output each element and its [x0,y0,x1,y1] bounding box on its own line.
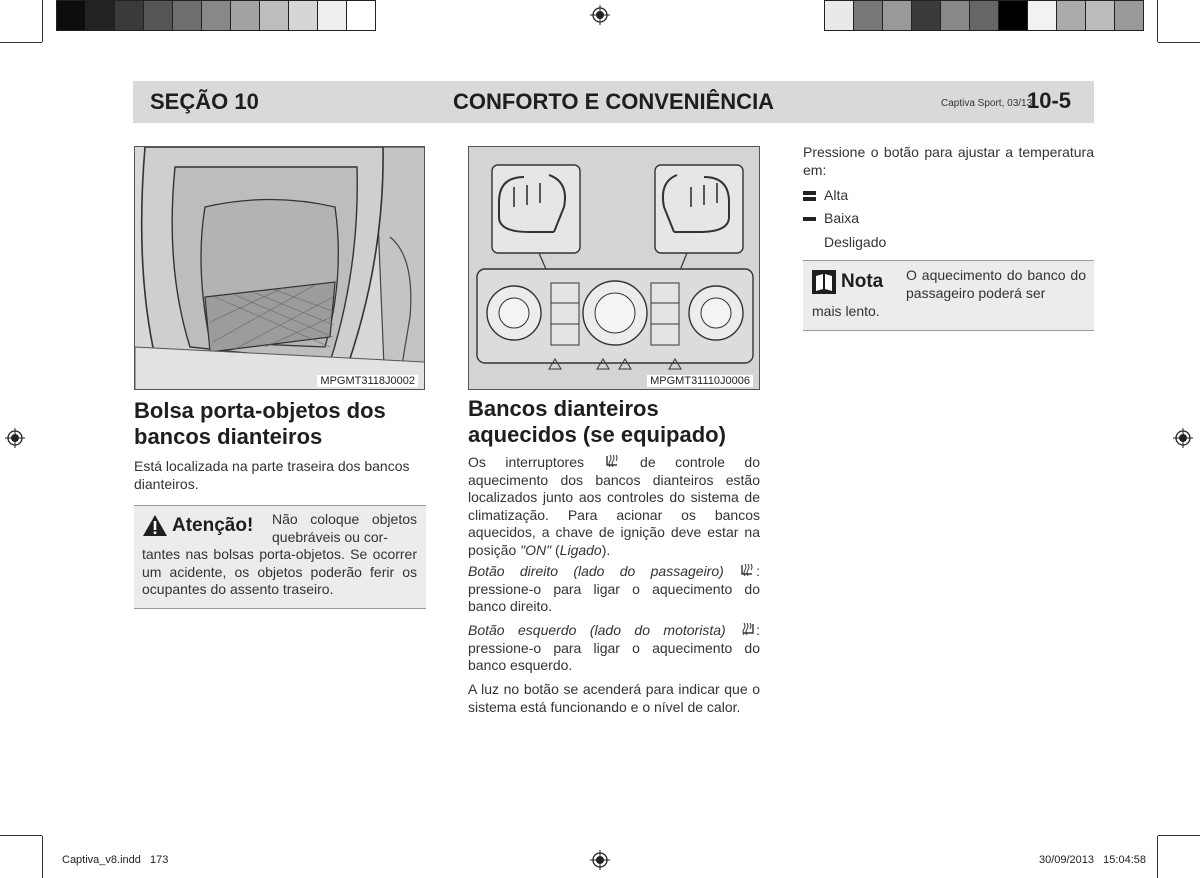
right-button-paragraph: Botão direito (lado do passageiro) : pressione-o para ligar o aquecimento do banco direito. [468,563,760,614]
swatch [999,1,1028,30]
level-label: Alta [824,186,849,203]
swatch [57,1,86,30]
text-run: pressione-o para ligar o aquecimento do banco direito. [468,580,760,614]
section-number: SEÇÃO 10 [150,89,259,114]
note-text-rest: mais lento. [812,303,880,319]
footer-filename: Captiva_v8.indd 173 [62,854,169,866]
text-run: "ON" [520,541,552,558]
left-button-paragraph: Botão esquerdo (lado do motorista) : pressione-o para ligar o aquecimento do banco esquerdo. [468,622,761,673]
swatch [173,1,202,30]
text-run: pressione-o para ligar o aquecimento do banco esquerdo. [468,639,760,673]
crop-mark [42,0,43,42]
swatch [1115,1,1143,30]
registration-mark-icon [590,5,610,25]
seatback-pocket-description: Está localizada na parte traseira dos bancos dianteiros. [134,458,410,492]
heated-seat-controls-figure [468,146,760,390]
note-title: Nota [841,271,884,292]
indicator-light-paragraph: A luz no botão se acenderá para indicar que o sistema está funcionando e o nível de calor. [468,681,760,715]
section-title: CONFORTO E CONVENIÊNCIA [453,89,775,114]
warning-title: Atenção! [172,514,254,536]
divider [803,330,1094,331]
warning-text-rest: tantes nas bolsas porta-objetos. Se ocorrer um acidente, os objetos poderão ferir os ocupantes do assento traseiro. [142,546,417,597]
warning-triangle-icon [142,514,168,537]
level-off [803,231,886,255]
figure-caption: MPGMT3118J0002 [317,375,418,387]
swatch [86,1,115,30]
swatch [970,1,999,30]
swatch [854,1,883,30]
swatch [260,1,289,30]
swatch [912,1,941,30]
text-run: Botão esquerdo (lado do motorista) [468,622,726,638]
two-bars-icon [803,190,817,202]
registration-mark-icon [590,850,610,870]
note-text-first: O aquecimento do banco do passageiro poderá ser [906,267,1086,301]
crop-mark [42,836,43,878]
swatch [941,1,970,30]
footer-timestamp: 30/09/2013 15:04:58 [1038,854,1146,866]
manual-edition: Captiva Sport, 03/13 [941,98,1033,109]
heated-seats-intro: Os interruptores de controle do aquecimento dos bancos dianteiros estão localizados junto aos controles do sistema de climatização. Para acionar os bancos aquecidos, a chave de ignição deve estar na posição "ON" (Ligado). [468,454,761,558]
color-bar-left [56,0,376,31]
text-run: Ligado [559,541,602,558]
temperature-intro: Pressione o botão para ajustar a temperatura em: [803,144,1094,178]
color-bar-right [824,0,1144,31]
heated-seat-left-icon [739,622,756,637]
note-label [812,270,883,294]
heading-heated-seats [468,396,768,448]
crop-mark [0,835,42,836]
swatch [883,1,912,30]
section-header [133,81,1094,123]
seatback-illustration [135,147,425,390]
seatback-pocket-figure [134,146,425,390]
heated-seat-right-icon [739,563,756,578]
heading-line: aquecidos (se equipado) [468,422,726,447]
swatch [825,1,854,30]
crop-mark [1157,836,1158,878]
registration-mark-icon [5,428,25,448]
crop-mark [0,42,42,43]
swatch [144,1,173,30]
heated-seat-icon [604,454,621,469]
text-run: de controle do aquecimento dos bancos dianteiros estão localizados junto aos controles do sistema de climatização. Para acionar os bancos aquecidos, a chave de ignição deve estar na posição [468,454,761,558]
page-number: 10-5 [1027,88,1072,113]
level-high [803,184,886,207]
swatch [1086,1,1115,30]
note-icon [812,270,836,294]
climate-panel-illustration [469,147,760,390]
swatch [289,1,318,30]
heading-line: Bancos dianteiros [468,396,659,421]
registration-mark-icon [1173,428,1193,448]
crop-mark [1158,42,1200,43]
warning-label [142,514,253,537]
level-low [803,207,886,231]
heading-line: Bolsa porta-objetos dos [134,398,386,423]
swatch [115,1,144,30]
level-label: Desligado [824,234,887,251]
swatch [231,1,260,30]
level-label: Baixa [824,210,860,227]
crop-mark [1158,835,1200,836]
text-run: Os interruptores [468,454,584,470]
text-run: Botão direito (lado do passageiro) [468,563,724,579]
swatch [347,1,375,30]
heading-line: bancos dianteiros [134,424,323,449]
divider [134,608,426,609]
swatch [202,1,231,30]
swatch [1028,1,1057,30]
swatch [318,1,347,30]
figure-caption: MPGMT31110J0006 [647,375,753,387]
warning-text-first: Não coloque objetos quebráveis ou cor- [272,511,417,545]
one-bar-icon [803,213,817,225]
level-list [803,184,886,255]
crop-mark [1157,0,1158,42]
heading-seatback-pocket [134,398,434,450]
swatch [1057,1,1086,30]
